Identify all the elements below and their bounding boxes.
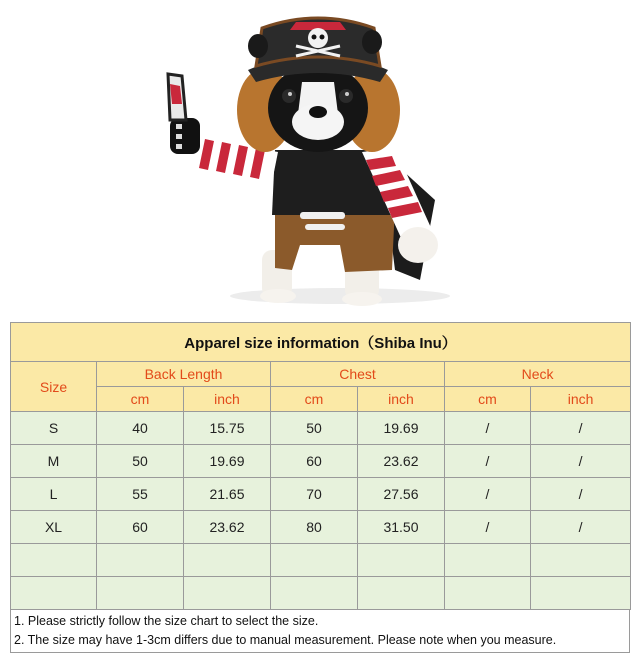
table-cell: / — [445, 412, 531, 445]
size-table — [10, 322, 631, 610]
neck-header: Neck — [445, 362, 631, 387]
table-cell: M — [11, 445, 97, 478]
size-notes — [10, 610, 630, 653]
table-cell: 31.50 — [358, 511, 445, 544]
table-row-empty — [11, 577, 631, 610]
dog-pirate-costume-photo — [0, 0, 640, 318]
table-cell: 15.75 — [184, 412, 271, 445]
note-line: 2. The size may have 1-3cm differs due to manual measurement. Please note when you measure. — [14, 633, 557, 647]
unit-header: cm — [445, 387, 531, 412]
table-cell: 50 — [271, 412, 358, 445]
table-row — [11, 412, 631, 445]
table-title: Apparel size information（Shiba Inu） — [11, 323, 631, 362]
table-cell: / — [531, 511, 631, 544]
unit-header: cm — [97, 387, 184, 412]
table-cell: 50 — [97, 445, 184, 478]
table-row — [11, 478, 631, 511]
table-cell: 19.69 — [358, 412, 445, 445]
table-cell: / — [531, 478, 631, 511]
table-cell: 70 — [271, 478, 358, 511]
table-cell: / — [531, 445, 631, 478]
table-cell: 40 — [97, 412, 184, 445]
back-length-header: Back Length — [97, 362, 271, 387]
unit-header: inch — [531, 387, 631, 412]
note-line: 1. Please strictly follow the size chart to select the size. — [14, 614, 319, 628]
table-cell: L — [11, 478, 97, 511]
table-cell: / — [531, 412, 631, 445]
table-cell: 60 — [271, 445, 358, 478]
table-cell: XL — [11, 511, 97, 544]
table-cell: 19.69 — [184, 445, 271, 478]
size-chart — [10, 322, 630, 647]
unit-header: inch — [358, 387, 445, 412]
table-cell: / — [445, 478, 531, 511]
table-cell: / — [445, 511, 531, 544]
unit-header: cm — [271, 387, 358, 412]
size-column-header: Size — [11, 362, 97, 412]
table-cell: S — [11, 412, 97, 445]
table-cell: 21.65 — [184, 478, 271, 511]
table-row-empty — [11, 544, 631, 577]
table-cell: 23.62 — [358, 445, 445, 478]
table-cell: 55 — [97, 478, 184, 511]
table-cell: / — [445, 445, 531, 478]
table-cell: 80 — [271, 511, 358, 544]
table-row — [11, 445, 631, 478]
unit-header: inch — [184, 387, 271, 412]
table-row — [11, 511, 631, 544]
chest-header: Chest — [271, 362, 445, 387]
table-cell: 27.56 — [358, 478, 445, 511]
table-cell: 23.62 — [184, 511, 271, 544]
table-cell: 60 — [97, 511, 184, 544]
